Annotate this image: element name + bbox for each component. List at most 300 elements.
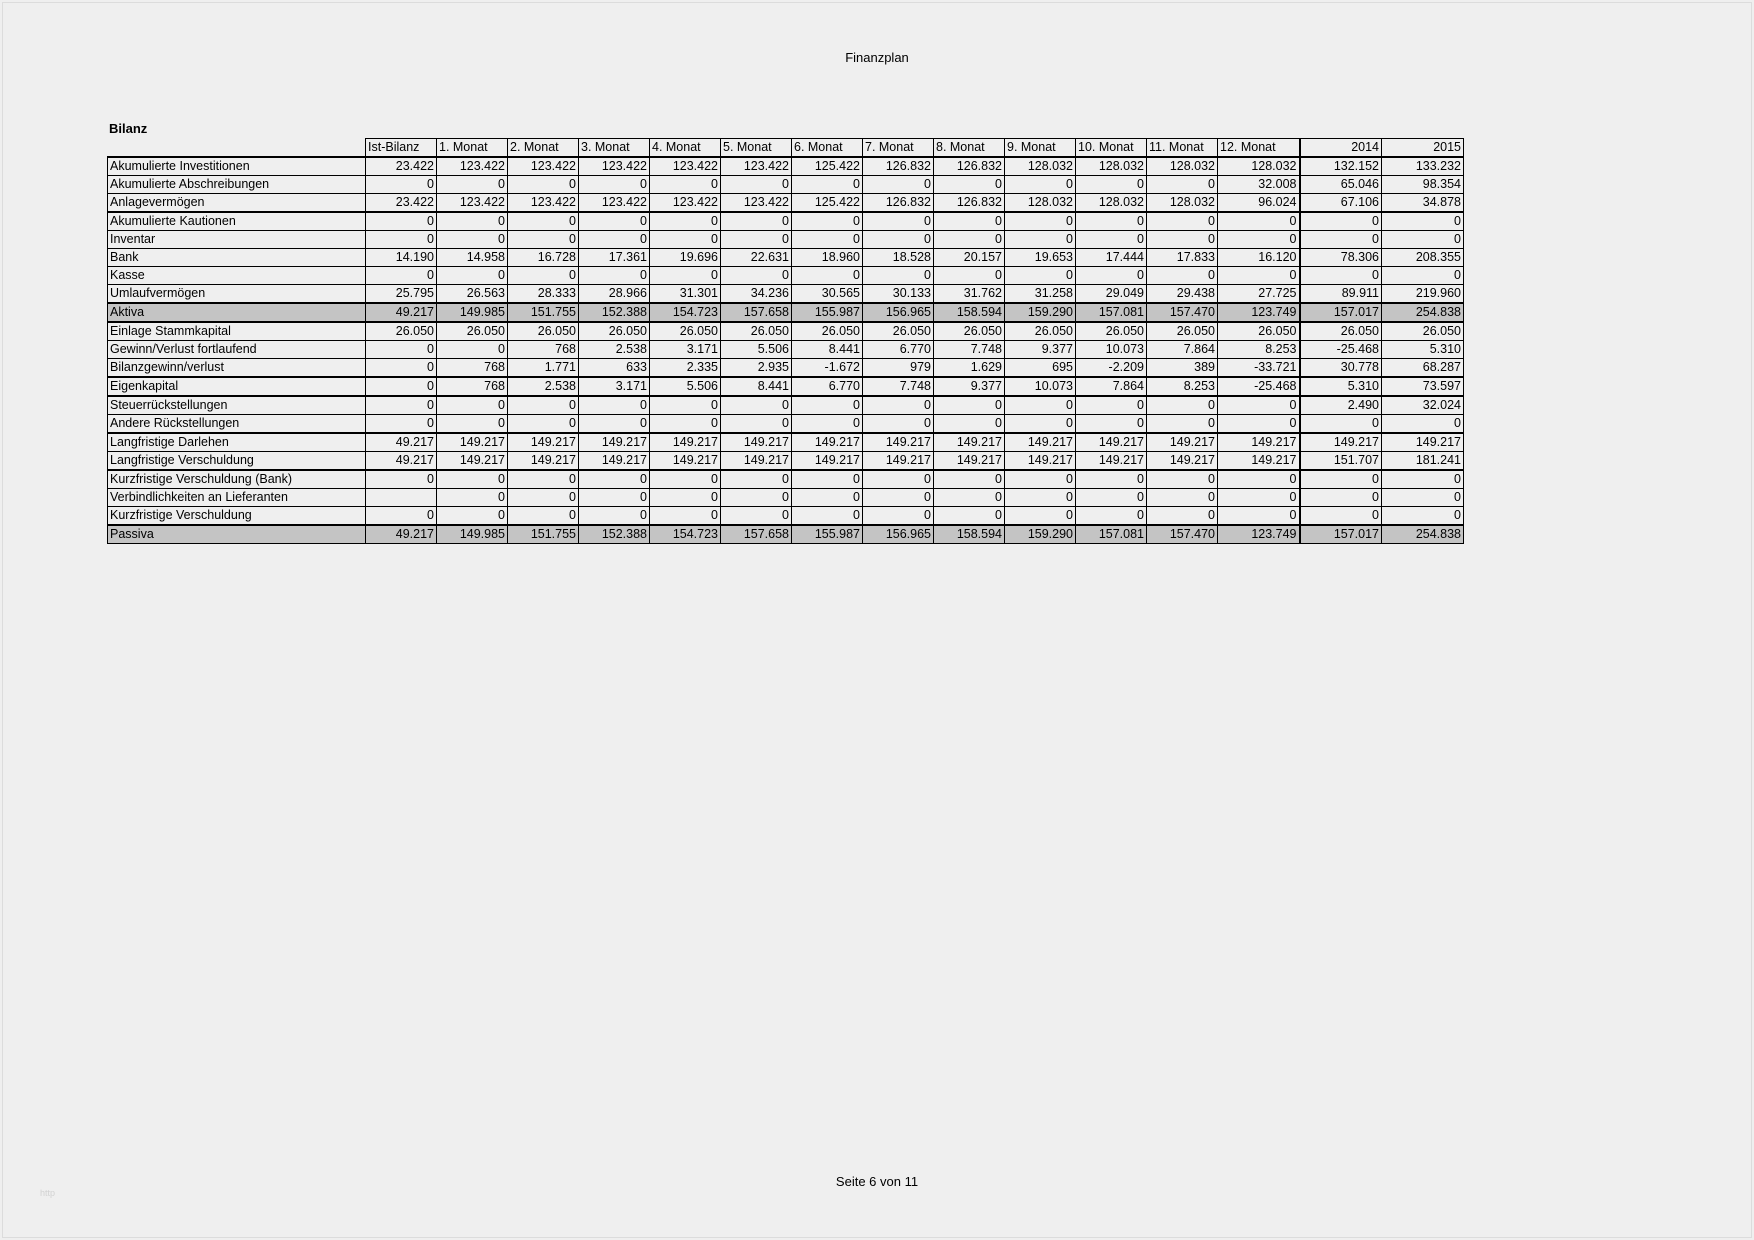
value-cell: 0: [366, 507, 437, 526]
value-cell: 10.073: [1005, 377, 1076, 396]
value-cell: 157.017: [1300, 525, 1382, 544]
value-cell: 123.422: [650, 157, 721, 176]
value-cell: 0: [366, 212, 437, 231]
table-row: [108, 415, 1464, 434]
table-row: [108, 359, 1464, 378]
value-cell: 0: [1300, 507, 1382, 526]
row-label: Langfristige Darlehen: [108, 433, 366, 452]
value-cell: 31.258: [1005, 285, 1076, 304]
value-cell: 158.594: [934, 303, 1005, 322]
value-cell: 0: [1076, 176, 1147, 194]
value-cell: 0: [1218, 489, 1300, 507]
value-cell: 152.388: [579, 525, 650, 544]
value-cell: 26.050: [508, 322, 579, 341]
value-cell: 0: [1218, 415, 1300, 434]
value-cell: 0: [1300, 267, 1382, 285]
value-cell: 149.217: [508, 433, 579, 452]
value-cell: 0: [1147, 489, 1218, 507]
value-cell: 0: [508, 489, 579, 507]
value-cell: 0: [650, 507, 721, 526]
value-cell: 26.050: [650, 322, 721, 341]
value-cell: 65.046: [1300, 176, 1382, 194]
value-cell: 0: [863, 396, 934, 415]
value-cell: 0: [1218, 470, 1300, 489]
value-cell: 128.032: [1076, 157, 1147, 176]
value-cell: 152.388: [579, 303, 650, 322]
column-header: 12. Monat: [1218, 139, 1300, 158]
row-label: Bilanzgewinn/verlust: [108, 359, 366, 378]
value-cell: 19.696: [650, 249, 721, 267]
value-cell: 0: [1076, 507, 1147, 526]
value-cell: 7.748: [934, 341, 1005, 359]
value-cell: 0: [863, 231, 934, 249]
header-blank-cell: [108, 139, 366, 158]
value-cell: 0: [863, 267, 934, 285]
column-header: 2014: [1300, 139, 1382, 158]
value-cell: 30.133: [863, 285, 934, 304]
value-cell: 0: [1147, 415, 1218, 434]
value-cell: 0: [1300, 489, 1382, 507]
value-cell: 17.444: [1076, 249, 1147, 267]
value-cell: 8.253: [1218, 341, 1300, 359]
value-cell: 0: [1218, 267, 1300, 285]
value-cell: 96.024: [1218, 194, 1300, 213]
value-cell: 0: [366, 231, 437, 249]
value-cell: 0: [579, 267, 650, 285]
value-cell: 26.050: [1300, 322, 1382, 341]
value-cell: 149.217: [1005, 433, 1076, 452]
value-cell: 768: [437, 359, 508, 378]
value-cell: 28.966: [579, 285, 650, 304]
value-cell: 0: [508, 396, 579, 415]
table-header-row: [108, 139, 1464, 158]
table-row: [108, 157, 1464, 176]
value-cell: 0: [366, 415, 437, 434]
value-cell: 0: [437, 267, 508, 285]
value-cell: 2.538: [579, 341, 650, 359]
value-cell: 132.152: [1300, 157, 1382, 176]
value-cell: 0: [1218, 231, 1300, 249]
value-cell: 154.723: [650, 303, 721, 322]
value-cell: 6.770: [792, 377, 863, 396]
value-cell: 0: [650, 176, 721, 194]
value-cell: 49.217: [366, 433, 437, 452]
value-cell: 34.878: [1382, 194, 1464, 213]
total-row: [108, 525, 1464, 544]
value-cell: 128.032: [1005, 157, 1076, 176]
row-label: Passiva: [108, 525, 366, 544]
value-cell: 0: [721, 415, 792, 434]
table-row: [108, 489, 1464, 507]
page-title: Finanzplan: [845, 50, 909, 65]
value-cell: 123.749: [1218, 303, 1300, 322]
value-cell: 151.707: [1300, 452, 1382, 471]
value-cell: 9.377: [1005, 341, 1076, 359]
value-cell: 49.217: [366, 452, 437, 471]
value-cell: 0: [934, 267, 1005, 285]
value-cell: 0: [792, 176, 863, 194]
value-cell: 0: [934, 231, 1005, 249]
value-cell: 157.470: [1147, 525, 1218, 544]
value-cell: 0: [1005, 507, 1076, 526]
value-cell: 0: [650, 415, 721, 434]
value-cell: 0: [1076, 231, 1147, 249]
table-row: [108, 285, 1464, 304]
value-cell: 0: [1147, 212, 1218, 231]
value-cell: 149.217: [721, 433, 792, 452]
value-cell: 0: [1076, 212, 1147, 231]
value-cell: 0: [1005, 489, 1076, 507]
value-cell: 3.171: [650, 341, 721, 359]
value-cell: 0: [508, 507, 579, 526]
value-cell: 0: [437, 507, 508, 526]
value-cell: 149.985: [437, 525, 508, 544]
value-cell: 155.987: [792, 525, 863, 544]
value-cell: 23.422: [366, 157, 437, 176]
value-cell: 26.050: [1005, 322, 1076, 341]
value-cell: 0: [437, 212, 508, 231]
value-cell: 149.217: [650, 452, 721, 471]
value-cell: 22.631: [721, 249, 792, 267]
table-row: [108, 231, 1464, 249]
value-cell: 0: [792, 507, 863, 526]
value-cell: 0: [1005, 415, 1076, 434]
value-cell: [366, 489, 437, 507]
value-cell: 128.032: [1147, 157, 1218, 176]
value-cell: 0: [934, 396, 1005, 415]
value-cell: 123.422: [437, 194, 508, 213]
value-cell: 26.050: [721, 322, 792, 341]
value-cell: 0: [437, 415, 508, 434]
value-cell: 123.749: [1218, 525, 1300, 544]
value-cell: 0: [1147, 231, 1218, 249]
value-cell: 7.864: [1147, 341, 1218, 359]
value-cell: 0: [934, 176, 1005, 194]
value-cell: 151.755: [508, 303, 579, 322]
value-cell: 157.470: [1147, 303, 1218, 322]
value-cell: 98.354: [1382, 176, 1464, 194]
value-cell: 149.217: [1076, 433, 1147, 452]
value-cell: 0: [1147, 470, 1218, 489]
value-cell: 26.050: [1076, 322, 1147, 341]
value-cell: 0: [579, 489, 650, 507]
value-cell: 123.422: [650, 194, 721, 213]
value-cell: 0: [792, 415, 863, 434]
value-cell: 126.832: [863, 194, 934, 213]
value-cell: 0: [863, 176, 934, 194]
value-cell: 31.762: [934, 285, 1005, 304]
page-footer: Seite 6 von 11: [835, 1174, 919, 1189]
value-cell: 149.217: [508, 452, 579, 471]
value-cell: 29.049: [1076, 285, 1147, 304]
row-label: Kasse: [108, 267, 366, 285]
column-header: Ist-Bilanz: [366, 139, 437, 158]
value-cell: 123.422: [579, 194, 650, 213]
value-cell: 149.217: [1300, 433, 1382, 452]
value-cell: 68.287: [1382, 359, 1464, 378]
value-cell: 0: [1382, 267, 1464, 285]
table-row: [108, 341, 1464, 359]
row-label: Verbindlichkeiten an Lieferanten: [108, 489, 366, 507]
value-cell: 0: [863, 507, 934, 526]
value-cell: 695: [1005, 359, 1076, 378]
value-cell: 149.217: [1382, 433, 1464, 452]
value-cell: 254.838: [1382, 303, 1464, 322]
table-row: [108, 176, 1464, 194]
value-cell: 20.157: [934, 249, 1005, 267]
value-cell: 5.506: [650, 377, 721, 396]
value-cell: 7.864: [1076, 377, 1147, 396]
column-header: 11. Monat: [1147, 139, 1218, 158]
value-cell: 0: [934, 415, 1005, 434]
value-cell: 133.232: [1382, 157, 1464, 176]
column-header: 3. Monat: [579, 139, 650, 158]
value-cell: 126.832: [934, 157, 1005, 176]
value-cell: 0: [1382, 470, 1464, 489]
row-label: Einlage Stammkapital: [108, 322, 366, 341]
value-cell: 181.241: [1382, 452, 1464, 471]
column-header: 7. Monat: [863, 139, 934, 158]
value-cell: 0: [437, 176, 508, 194]
value-cell: 123.422: [721, 157, 792, 176]
value-cell: 149.217: [437, 452, 508, 471]
value-cell: 25.795: [366, 285, 437, 304]
value-cell: 26.050: [863, 322, 934, 341]
table-row: [108, 433, 1464, 452]
value-cell: 0: [1076, 396, 1147, 415]
value-cell: 0: [721, 212, 792, 231]
value-cell: 0: [1382, 489, 1464, 507]
value-cell: 0: [721, 470, 792, 489]
value-cell: 0: [650, 396, 721, 415]
value-cell: 0: [934, 212, 1005, 231]
value-cell: 0: [1005, 212, 1076, 231]
value-cell: 32.008: [1218, 176, 1300, 194]
value-cell: 0: [1076, 470, 1147, 489]
row-label: Langfristige Verschuldung: [108, 452, 366, 471]
value-cell: 0: [1005, 470, 1076, 489]
row-label: Akumulierte Abschreibungen: [108, 176, 366, 194]
row-label: Bank: [108, 249, 366, 267]
table-row: [108, 377, 1464, 396]
value-cell: 0: [721, 176, 792, 194]
value-cell: 123.422: [579, 157, 650, 176]
section-title: Bilanz: [109, 121, 148, 136]
value-cell: 5.310: [1382, 341, 1464, 359]
value-cell: 0: [508, 212, 579, 231]
value-cell: 32.024: [1382, 396, 1464, 415]
value-cell: 27.725: [1218, 285, 1300, 304]
row-label: Inventar: [108, 231, 366, 249]
value-cell: 149.217: [1147, 433, 1218, 452]
value-cell: 0: [650, 489, 721, 507]
row-label: Steuerrückstellungen: [108, 396, 366, 415]
value-cell: 0: [1382, 507, 1464, 526]
value-cell: 26.050: [934, 322, 1005, 341]
total-row: [108, 303, 1464, 322]
value-cell: 149.217: [579, 433, 650, 452]
value-cell: -1.672: [792, 359, 863, 378]
value-cell: 0: [863, 212, 934, 231]
value-cell: 0: [1147, 176, 1218, 194]
value-cell: 156.965: [863, 525, 934, 544]
value-cell: 0: [579, 212, 650, 231]
value-cell: 29.438: [1147, 285, 1218, 304]
value-cell: 123.422: [721, 194, 792, 213]
table-row: [108, 194, 1464, 213]
value-cell: 0: [792, 231, 863, 249]
value-cell: 126.832: [863, 157, 934, 176]
table-row: [108, 249, 1464, 267]
value-cell: 3.171: [579, 377, 650, 396]
row-label: Akumulierte Investitionen: [108, 157, 366, 176]
value-cell: 125.422: [792, 194, 863, 213]
value-cell: 768: [437, 377, 508, 396]
value-cell: 16.120: [1218, 249, 1300, 267]
value-cell: 0: [1300, 231, 1382, 249]
value-cell: 49.217: [366, 525, 437, 544]
value-cell: 0: [1300, 212, 1382, 231]
value-cell: 14.190: [366, 249, 437, 267]
value-cell: 0: [650, 231, 721, 249]
table-row: [108, 267, 1464, 285]
value-cell: 16.728: [508, 249, 579, 267]
value-cell: 0: [1147, 507, 1218, 526]
value-cell: 123.422: [437, 157, 508, 176]
value-cell: -33.721: [1218, 359, 1300, 378]
value-cell: 149.217: [934, 433, 1005, 452]
value-cell: 0: [792, 212, 863, 231]
value-cell: 125.422: [792, 157, 863, 176]
value-cell: 0: [1300, 470, 1382, 489]
value-cell: 0: [437, 231, 508, 249]
row-label: Umlaufvermögen: [108, 285, 366, 304]
table-row: [108, 322, 1464, 341]
value-cell: 10.073: [1076, 341, 1147, 359]
value-cell: 0: [1147, 267, 1218, 285]
value-cell: 26.050: [1147, 322, 1218, 341]
value-cell: 0: [863, 489, 934, 507]
value-cell: 8.253: [1147, 377, 1218, 396]
value-cell: 0: [792, 396, 863, 415]
column-header: 9. Monat: [1005, 139, 1076, 158]
value-cell: 128.032: [1147, 194, 1218, 213]
value-cell: 2.935: [721, 359, 792, 378]
value-cell: 0: [579, 396, 650, 415]
row-label: Gewinn/Verlust fortlaufend: [108, 341, 366, 359]
row-label: Kurzfristige Verschuldung: [108, 507, 366, 526]
value-cell: 149.217: [792, 452, 863, 471]
value-cell: 0: [437, 341, 508, 359]
value-cell: 0: [863, 470, 934, 489]
column-header: 4. Monat: [650, 139, 721, 158]
column-header: 10. Monat: [1076, 139, 1147, 158]
value-cell: -2.209: [1076, 359, 1147, 378]
value-cell: 0: [508, 415, 579, 434]
value-cell: 128.032: [1005, 194, 1076, 213]
value-cell: 149.217: [1218, 452, 1300, 471]
value-cell: 0: [579, 415, 650, 434]
value-cell: 28.333: [508, 285, 579, 304]
value-cell: 0: [1005, 231, 1076, 249]
value-cell: 14.958: [437, 249, 508, 267]
value-cell: 0: [721, 507, 792, 526]
column-header: 5. Monat: [721, 139, 792, 158]
value-cell: 128.032: [1218, 157, 1300, 176]
value-cell: 5.506: [721, 341, 792, 359]
value-cell: 30.778: [1300, 359, 1382, 378]
value-cell: 126.832: [934, 194, 1005, 213]
value-cell: 0: [579, 231, 650, 249]
value-cell: 6.770: [863, 341, 934, 359]
value-cell: 149.217: [579, 452, 650, 471]
value-cell: 154.723: [650, 525, 721, 544]
value-cell: 0: [1218, 396, 1300, 415]
value-cell: 157.658: [721, 525, 792, 544]
value-cell: 0: [1005, 267, 1076, 285]
value-cell: 26.050: [1218, 322, 1300, 341]
value-cell: 0: [579, 470, 650, 489]
value-cell: 0: [1147, 396, 1218, 415]
row-label: Kurzfristige Verschuldung (Bank): [108, 470, 366, 489]
value-cell: 0: [1382, 415, 1464, 434]
value-cell: 17.361: [579, 249, 650, 267]
value-cell: 149.217: [721, 452, 792, 471]
value-cell: 8.441: [721, 377, 792, 396]
value-cell: 31.301: [650, 285, 721, 304]
value-cell: 0: [1076, 489, 1147, 507]
value-cell: 0: [366, 176, 437, 194]
value-cell: 0: [366, 267, 437, 285]
value-cell: 0: [1076, 415, 1147, 434]
value-cell: 151.755: [508, 525, 579, 544]
column-header: 2. Monat: [508, 139, 579, 158]
value-cell: 0: [1005, 396, 1076, 415]
value-cell: 26.050: [792, 322, 863, 341]
balance-sheet-table: [107, 138, 1464, 544]
column-header: 8. Monat: [934, 139, 1005, 158]
value-cell: -25.468: [1218, 377, 1300, 396]
value-cell: 19.653: [1005, 249, 1076, 267]
value-cell: 0: [366, 377, 437, 396]
value-cell: 78.306: [1300, 249, 1382, 267]
value-cell: 979: [863, 359, 934, 378]
table-row: [108, 396, 1464, 415]
value-cell: 26.050: [366, 322, 437, 341]
column-header: 2015: [1382, 139, 1464, 158]
value-cell: 155.987: [792, 303, 863, 322]
value-cell: 0: [934, 489, 1005, 507]
value-cell: 89.911: [1300, 285, 1382, 304]
value-cell: 0: [508, 176, 579, 194]
value-cell: 30.565: [792, 285, 863, 304]
row-label: Andere Rückstellungen: [108, 415, 366, 434]
row-label: Aktiva: [108, 303, 366, 322]
value-cell: 0: [721, 231, 792, 249]
value-cell: 23.422: [366, 194, 437, 213]
value-cell: 0: [508, 231, 579, 249]
watermark: http: [40, 1188, 56, 1198]
value-cell: 26.050: [437, 322, 508, 341]
value-cell: 149.217: [1147, 452, 1218, 471]
value-cell: 0: [721, 489, 792, 507]
value-cell: 1.629: [934, 359, 1005, 378]
table-row: [108, 507, 1464, 526]
value-cell: 157.081: [1076, 303, 1147, 322]
value-cell: 2.490: [1300, 396, 1382, 415]
value-cell: 0: [1218, 212, 1300, 231]
value-cell: 0: [1005, 176, 1076, 194]
